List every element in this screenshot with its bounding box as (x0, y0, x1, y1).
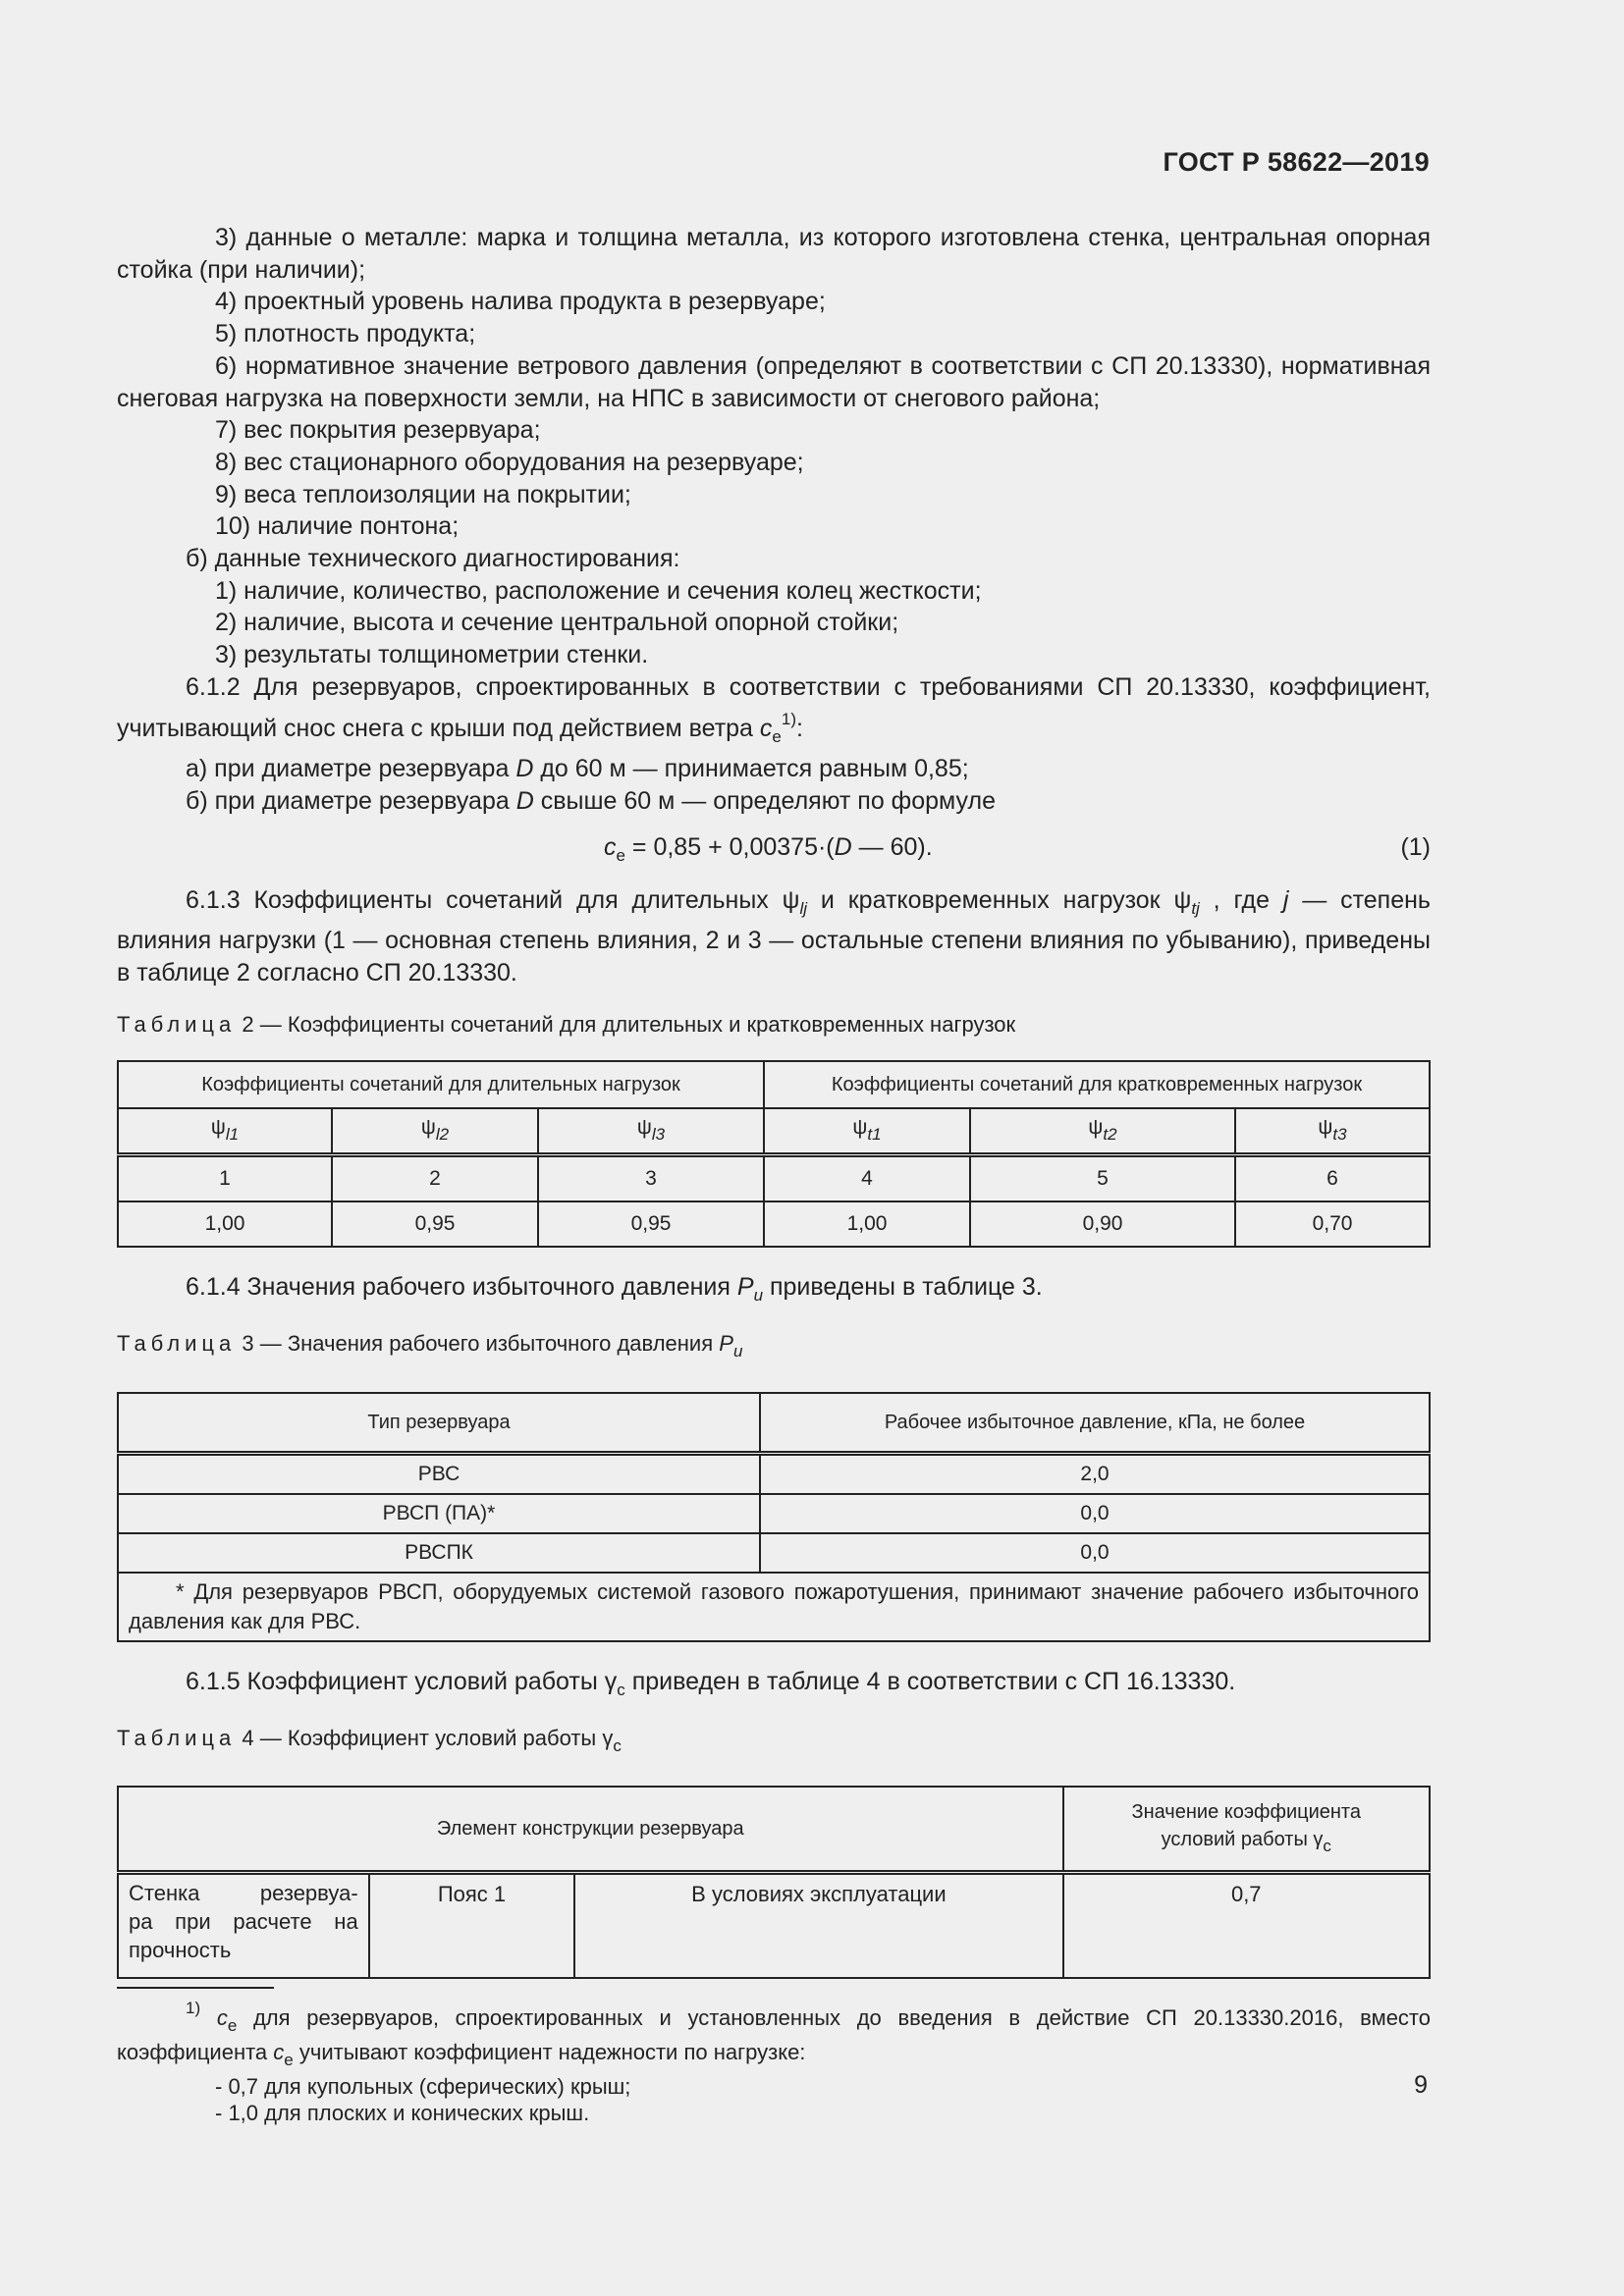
list-item: 3) данные о металле: марка и толщина металла, из которого изготовлена стенка, центральная опорная стойка (при наличии); (117, 224, 1431, 284)
table-row (118, 1201, 1430, 1247)
table-cell: 0,70 (1235, 1201, 1430, 1247)
table-2 (117, 1060, 1431, 1248)
table-2-group-short: Коэффициенты сочетаний для кратковременных нагрузок (764, 1061, 1430, 1108)
table-row (118, 1155, 1430, 1202)
table-cell: 5 (970, 1155, 1235, 1202)
footnote-item: - 1,0 для плоских и конических крыш. (215, 2101, 590, 2126)
cell-line: прочность (129, 1938, 232, 1963)
list-item: 8) вес стационарного оборудования на резервуаре; (215, 448, 804, 476)
table-4 (117, 1786, 1431, 1979)
table-3-caption: Таблица 3 — Значения рабочего избыточного давления $P_u$ (117, 1331, 743, 1362)
table-row (118, 1873, 1430, 1979)
formula-1 (117, 828, 1431, 875)
table-3-col-pressure: Рабочее избыточное давление, кПа, не более (760, 1393, 1430, 1454)
list-item: 3) результаты толщинометрии стенки. (215, 641, 649, 669)
paragraph-6-1-3: 6.1.3 Коэффициенты сочетаний для длительных $\psi_{lj}$ и кратковременных нагрузок $\psi_{tj}$ , где j — степень влияния нагрузки (1 — основная степень влияния, 2 и 3 — остальные степени влияния по убыванию), приведены в таблице 2 согласно СП 20.13330. (117, 885, 1431, 988)
table-2-header-cell: $\psi_{l2}$ (332, 1108, 538, 1155)
table-4-col-coefficient: Значение коэффициента условий работы $\gamma_c$ (1063, 1787, 1431, 1873)
table-row (118, 1533, 1430, 1573)
footnote: $^{1)}$ $c_e$ для резервуаров, спроектированных и установленных до введения в действие СП 20.13330.2016, вместо коэффициента $c_e$ учитывают коэффициент надежности по нагрузке: (117, 1999, 1431, 2070)
page-number: 9 (1414, 2071, 1428, 2099)
table-cell: 2,0 (760, 1453, 1430, 1494)
table-cell: РВС (118, 1453, 760, 1494)
table-cell: 1,00 (118, 1201, 332, 1247)
table-cell: 0,0 (760, 1533, 1430, 1573)
list-item: 2) наличие, высота и сечение центральной опорной стойки; (215, 609, 899, 637)
paragraph-6-1-5: 6.1.5 Коэффициент условий работы $\gamma_c$ приведен в таблице 4 в соответствии с СП 16.13330. (186, 1667, 1236, 1699)
paragraph-6-1-4: 6.1.4 Значения рабочего избыточного давления $P_u$ приведены в таблице 3. (186, 1273, 1043, 1306)
cell-line: Стенка резервуа- (129, 1881, 358, 1906)
table-2-group-long: Коэффициенты сочетаний для длительных нагрузок (118, 1061, 764, 1108)
table-cell: 0,7 (1063, 1873, 1431, 1979)
table-cell (118, 1873, 369, 1979)
table-3-col-type: Тип резервуара (118, 1393, 760, 1454)
list-item: 7) вес покрытия резервуара; (215, 416, 541, 445)
table-cell: РВСПК (118, 1533, 760, 1573)
table-cell: 1,00 (764, 1201, 970, 1247)
table-cell: 0,95 (332, 1201, 538, 1247)
table-cell: 0,95 (538, 1201, 764, 1247)
table-3-note: * Для резервуаров РВСП, оборудуемых системой газового пожаротушения, принимают значение рабочего избыточного давления как для РВС. (118, 1573, 1430, 1641)
list-item: 5) плотность продукта; (215, 320, 476, 348)
formula-number: (1) (1400, 832, 1431, 861)
document-header: ГОСТ Р 58622—2019 (1163, 147, 1430, 177)
list-item: 4) проектный уровень налива продукта в резервуаре; (215, 288, 826, 316)
list-item: 6) нормативное значение ветрового давления (определяют в соответствии с СП 20.13330), нормативная снеговая нагрузка на поверхности земли, на НПС в зависимости от снегового района; (117, 351, 1431, 412)
table-cell: 0,0 (760, 1494, 1430, 1533)
table-cell: 0,90 (970, 1201, 1235, 1247)
table-cell: РВСП (ПА)* (118, 1494, 760, 1533)
footnote-separator (117, 1987, 274, 1989)
table-3 (117, 1392, 1431, 1642)
table-row (118, 1494, 1430, 1533)
table-cell: 1 (118, 1155, 332, 1202)
document-body (117, 222, 1431, 2126)
table-4-col-element: Элемент конструкции резервуара (118, 1787, 1063, 1873)
paragraph-6-1-2-b: б) при диаметре резервуара D свыше 60 м — определяют по формуле (186, 786, 996, 815)
list-heading: б) данные технического диагностирования: (186, 545, 680, 573)
table-2-header-cell: $\psi_{t3}$ (1235, 1108, 1430, 1155)
table-cell: 2 (332, 1155, 538, 1202)
paragraph-6-1-2: 6.1.2 Для резервуаров, спроектированных в соответствии с требованиями СП 20.13330, коэффициент, учитывающий снос снега с крыши под действием ветра $c_e^{1)}$: (117, 672, 1431, 746)
list-item: 10) наличие понтона; (215, 512, 460, 541)
list-item: 9) веса теплоизоляции на покрытии; (215, 480, 631, 508)
table-cell: 4 (764, 1155, 970, 1202)
table-cell: 3 (538, 1155, 764, 1202)
table-2-header-cell: $\psi_{l3}$ (538, 1108, 764, 1155)
paragraph-6-1-2-a: а) при диаметре резервуара D до 60 м — принимается равным 0,85; (186, 755, 969, 783)
table-cell: Пояс 1 (369, 1873, 575, 1979)
formula-expression: $c_e = 0,85 + 0,00375\cdot(D$ — 60). (604, 832, 933, 865)
table-2-caption: Таблица 2 — Коэффициенты сочетаний для длительных и кратковременных нагрузок (117, 1011, 1016, 1037)
table-2-header-cell: $\psi_{l1}$ (118, 1108, 332, 1155)
table-2-header-cell: $\psi_{t2}$ (970, 1108, 1235, 1155)
table-4-caption: Таблица 4 — Коэффициент условий работы $\gamma_c$ (117, 1725, 622, 1755)
table-2-header-cell: $\psi_{t1}$ (764, 1108, 970, 1155)
table-row (118, 1453, 1430, 1494)
table-cell: В условиях эксплуатации (574, 1873, 1062, 1979)
footnote-item: - 0,7 для купольных (сферических) крыш; (215, 2074, 631, 2100)
cell-line: ра при расчете на (129, 1909, 358, 1935)
table-cell: 6 (1235, 1155, 1430, 1202)
list-item: 1) наличие, количество, расположение и сечения колец жесткости; (215, 576, 982, 605)
